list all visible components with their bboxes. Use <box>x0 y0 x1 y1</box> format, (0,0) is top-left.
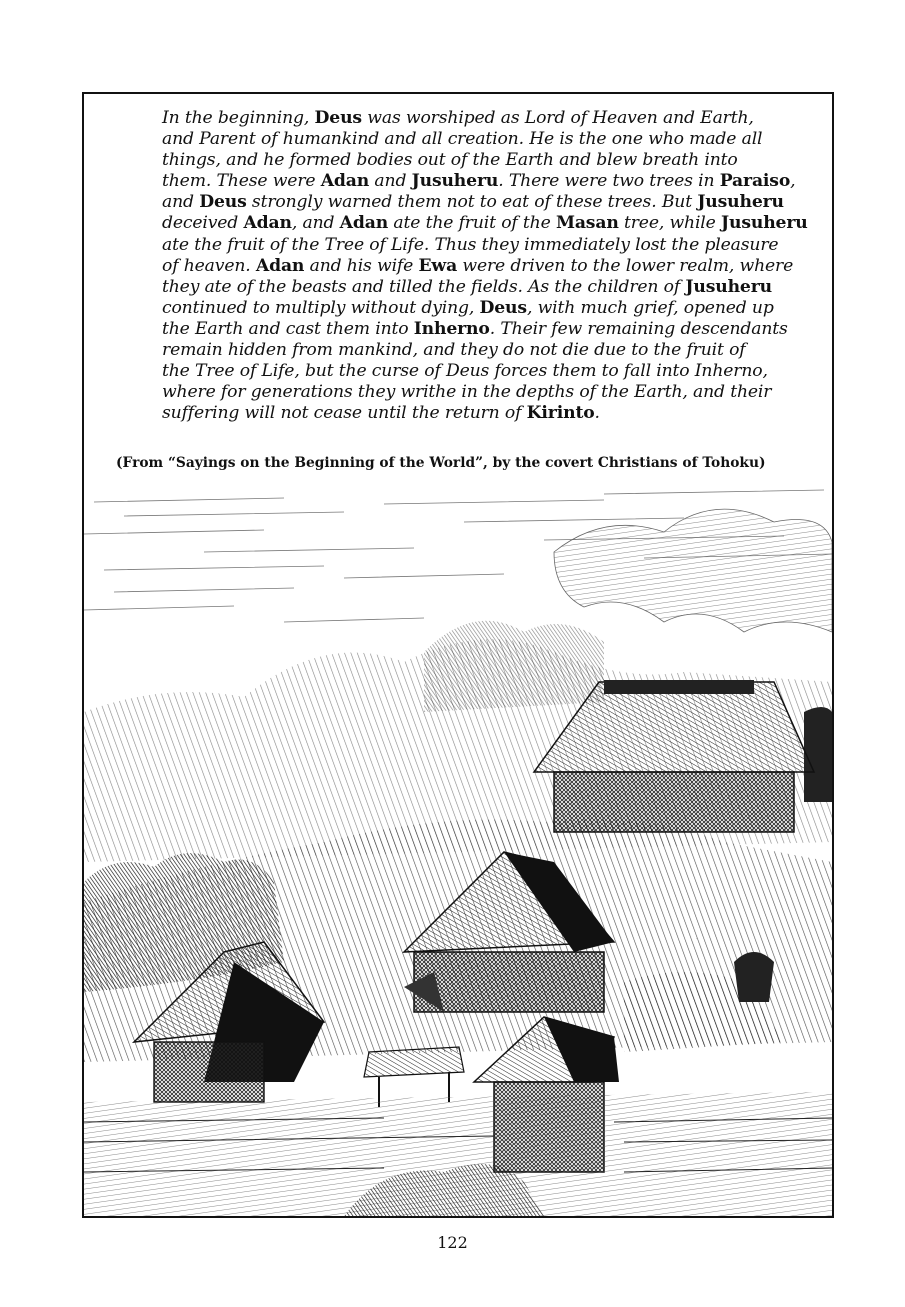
quote-text: , with much grief, opened up <box>526 297 774 318</box>
quote-text: . Their few remaining descendants <box>489 318 788 339</box>
quote-text: . There were two trees in <box>498 171 720 192</box>
quote-line <box>162 340 802 361</box>
quote-text: were driven to the lower realm, where <box>457 255 794 276</box>
quote-text: the Earth and cast them into <box>162 318 414 339</box>
quote-text: of heaven. <box>162 255 256 276</box>
village-illustration <box>84 482 832 1216</box>
quote-text: and his wife <box>304 255 419 276</box>
quote-name: Ewa <box>418 255 458 276</box>
quote-text: where for generations they writhe in the depths of the Earth, and their <box>162 382 772 403</box>
quote-line <box>162 235 802 256</box>
quote-line <box>162 256 802 277</box>
quote-text: , <box>790 171 796 192</box>
quote-line <box>162 129 802 150</box>
quote-line <box>162 298 802 319</box>
quote-name: Jusuheru <box>697 192 784 213</box>
quote-text: and Parent of humankind and all creation. He is the one who made all <box>162 129 763 150</box>
quote-name: Deus <box>479 297 527 318</box>
quote-line <box>162 171 802 192</box>
quote-text: tree, while <box>618 213 721 234</box>
quote-name: Masan <box>555 213 619 234</box>
quote-name: Deus <box>314 108 362 128</box>
page-number: 122 <box>437 1233 468 1252</box>
quote-text: things, and he formed bodies out of the Earth and blew breath into <box>162 150 738 171</box>
quote-name: Adan <box>243 213 292 234</box>
quote-line <box>162 108 802 129</box>
quote-text: . <box>594 403 600 424</box>
quote-line <box>162 403 802 424</box>
clouds <box>554 509 832 632</box>
source-citation: (From “Sayings on the Beginning of the World”, by the covert Christians of Tohoku) <box>116 455 766 471</box>
quote-line <box>162 192 802 213</box>
quote-text: continued to multiply without dying, <box>162 297 480 318</box>
quote-name: Paraiso <box>719 171 791 192</box>
quote-name: Deus <box>199 192 247 213</box>
quote-text: and <box>162 192 200 213</box>
quote-text: remain hidden from mankind, and they do not die due to the fruit of <box>162 340 746 361</box>
quote-text: , and <box>291 213 340 234</box>
quote-name: Jusuheru <box>685 276 772 297</box>
quote-name: Jusuheru <box>411 171 499 192</box>
quote-text: and <box>369 171 412 192</box>
quote-text: was worshiped as Lord of Heaven and Earth, <box>361 108 754 128</box>
quote-line <box>162 319 802 340</box>
quote-text: deceived <box>162 213 244 234</box>
scripture-quote <box>162 108 808 424</box>
quote-line <box>162 382 802 403</box>
quote-name: Kirinto <box>526 403 595 424</box>
quote-text: suffering will not cease until the return of <box>162 403 527 424</box>
quote-name: Inherno <box>413 318 490 339</box>
quote-text: strongly warned them not to eat of these trees. But <box>246 192 698 213</box>
quote-text: the Tree of Life, but the curse of Deus forces them to fall into Inherno, <box>162 361 768 382</box>
quote-name: Jusuheru <box>721 213 808 234</box>
quote-name: Adan <box>320 171 370 192</box>
quote-text: ate the fruit of the <box>388 213 556 234</box>
trees-right <box>804 707 832 802</box>
quote-text: they ate of the beasts and tilled the fields. As the children of <box>162 276 686 297</box>
quote-text: them. These were <box>162 171 321 192</box>
quote-line <box>162 277 802 298</box>
quote-line <box>162 213 808 234</box>
quote-text: ate the fruit of the Tree of Life. Thus they immediately lost the pleasure <box>162 234 779 255</box>
quote-name: Adan <box>255 255 305 276</box>
quote-line <box>162 150 802 171</box>
quote-line <box>162 361 802 382</box>
quote-name: Adan <box>339 213 389 234</box>
quote-text: In the beginning, <box>162 108 315 128</box>
